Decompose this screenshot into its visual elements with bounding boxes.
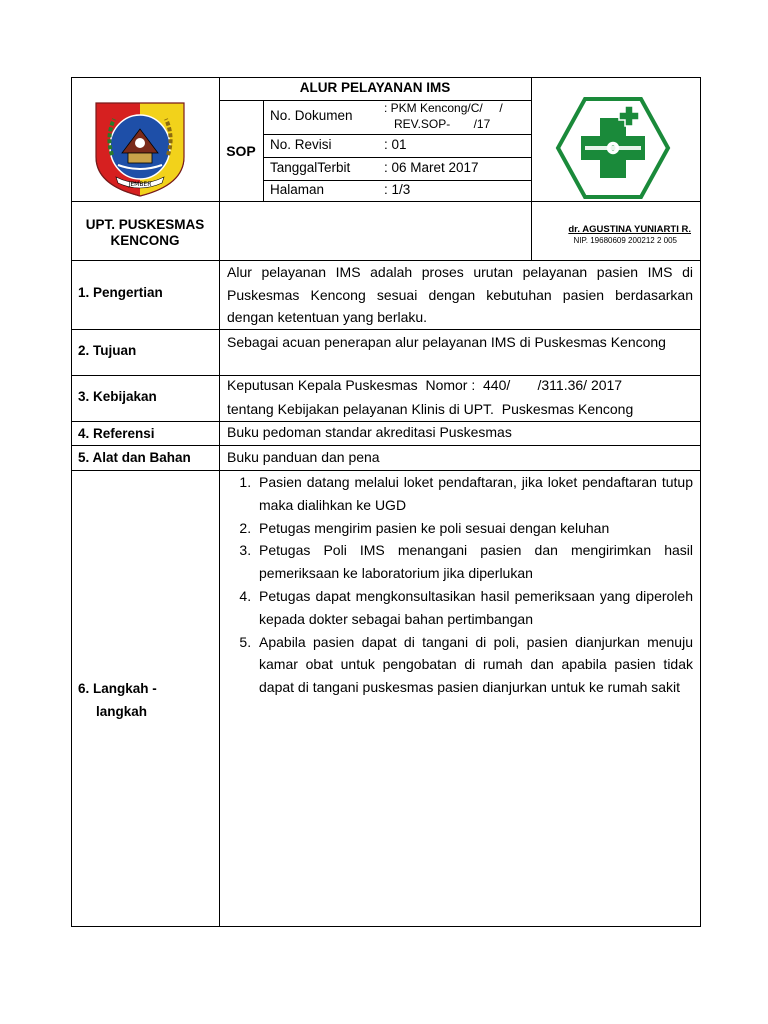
section-label-referensi: 4. Referensi xyxy=(78,426,155,441)
row-divider-2 xyxy=(71,329,701,330)
label-column-divider xyxy=(219,77,220,927)
field-value-tanggal-terbit: : 06 Maret 2017 xyxy=(384,160,479,175)
section-label-alat-bahan: 5. Alat dan Bahan xyxy=(78,450,191,465)
field-label-tanggal-terbit: TanggalTerbit xyxy=(270,160,351,175)
section-label-tujuan: 2. Tujuan xyxy=(78,343,137,358)
list-item: 2. Petugas mengirim pasien ke poli sesuai dengan keluhan xyxy=(255,517,693,540)
field-label-no-dokumen: No. Dokumen xyxy=(270,108,353,123)
field-value-halaman: : 1/3 xyxy=(384,182,411,197)
section-label-langkah xyxy=(78,677,157,723)
list-item: 4. Petugas dapat mengkonsultasikan hasil pemeriksaan yang diperoleh kepada dokter sebagai bahan pertimbangan xyxy=(255,585,693,631)
section-text-kebijakan-line2: tentang Kebijakan pelayanan Klinis di UPT. Puskesmas Kencong xyxy=(227,401,634,417)
signatory-nip: NIP. 19680609 200212 2 005 xyxy=(573,236,677,245)
steps-list-container xyxy=(229,471,693,699)
frame-left-border xyxy=(71,77,72,927)
org-name xyxy=(71,217,219,249)
list-item: 5. Apabila pasien dapat di tangani di poli, pasien dianjurkan menuju kamar obat untuk pengobatan di rumah dan apabila pasien tidak dapat di tangani puskesmas pasien dianjurkan untuk ke rumah sakit xyxy=(255,631,693,699)
section-text-tujuan: Sebagai acuan penerapan alur pelayanan IMS di Puskesmas Kencong xyxy=(227,334,666,350)
section-text-alat-bahan: Buku panduan dan pena xyxy=(227,449,380,465)
list-item: 3. Petugas Poli IMS menangani pasien dan mengirimkan hasil pemeriksaan ke laboratorium jika diperlukan xyxy=(255,539,693,585)
section-text-kebijakan-line1: Keputusan Kepala Puskesmas Nomor : 440/ /311.36/ 2017 xyxy=(227,377,623,393)
field-value-no-dokumen: : PKM Kencong/C/ / xyxy=(384,101,503,115)
field-divider-3 xyxy=(263,180,532,181)
field-divider-1 xyxy=(263,134,532,135)
steps-list xyxy=(229,471,693,699)
jember-regency-emblem-icon xyxy=(92,99,188,198)
frame-right-border xyxy=(700,77,701,927)
field-value-no-revisi: : 01 xyxy=(384,137,407,152)
section-label-kebijakan: 3. Kebijakan xyxy=(78,389,157,404)
section-label-pengertian: 1. Pengertian xyxy=(78,285,163,300)
org-name-line2: KENCONG xyxy=(110,233,180,248)
list-item: 1. Pasien datang melalui loket pendaftaran, jika loket pendaftaran tutup maka dialihkan ke UGD xyxy=(255,471,693,517)
field-value-no-dokumen-line2: REV.SOP- /17 xyxy=(394,117,491,131)
header-divider xyxy=(71,201,701,202)
row-divider-4 xyxy=(71,421,701,422)
signatory-name: dr. AGUSTINA YUNIARTI R. xyxy=(568,224,691,235)
section-text-pengertian: Alur pelayanan IMS adalah proses urutan pelayanan pasien IMS di Puskesmas Kencong sesuai dengan kebutuhan pasien berdasarkan dengan ketentuan yang berlaku. xyxy=(227,264,693,325)
field-label-no-revisi: No. Revisi xyxy=(270,137,332,152)
field-label-halaman: Halaman xyxy=(270,182,325,197)
field-divider-2 xyxy=(263,157,532,158)
puskesmas-green-cross-icon xyxy=(555,96,671,200)
sop-column-divider xyxy=(263,100,264,201)
org-name-line1: UPT. PUSKESMAS xyxy=(85,217,205,232)
svg-text:JEMBER: JEMBER xyxy=(128,181,152,188)
frame-bottom-border xyxy=(71,926,701,927)
document-title: ALUR PELAYANAN IMS xyxy=(299,80,451,95)
row-divider-5 xyxy=(71,445,701,446)
section-text-referensi: Buku pedoman standar akreditasi Puskesmas xyxy=(227,424,512,440)
row-divider-3 xyxy=(71,375,701,376)
section-label-langkah-line2: langkah xyxy=(96,704,148,719)
section-label-langkah-line1: 6. Langkah - xyxy=(78,681,157,696)
frame-top-border xyxy=(71,77,701,78)
sop-label: SOP xyxy=(226,143,256,159)
